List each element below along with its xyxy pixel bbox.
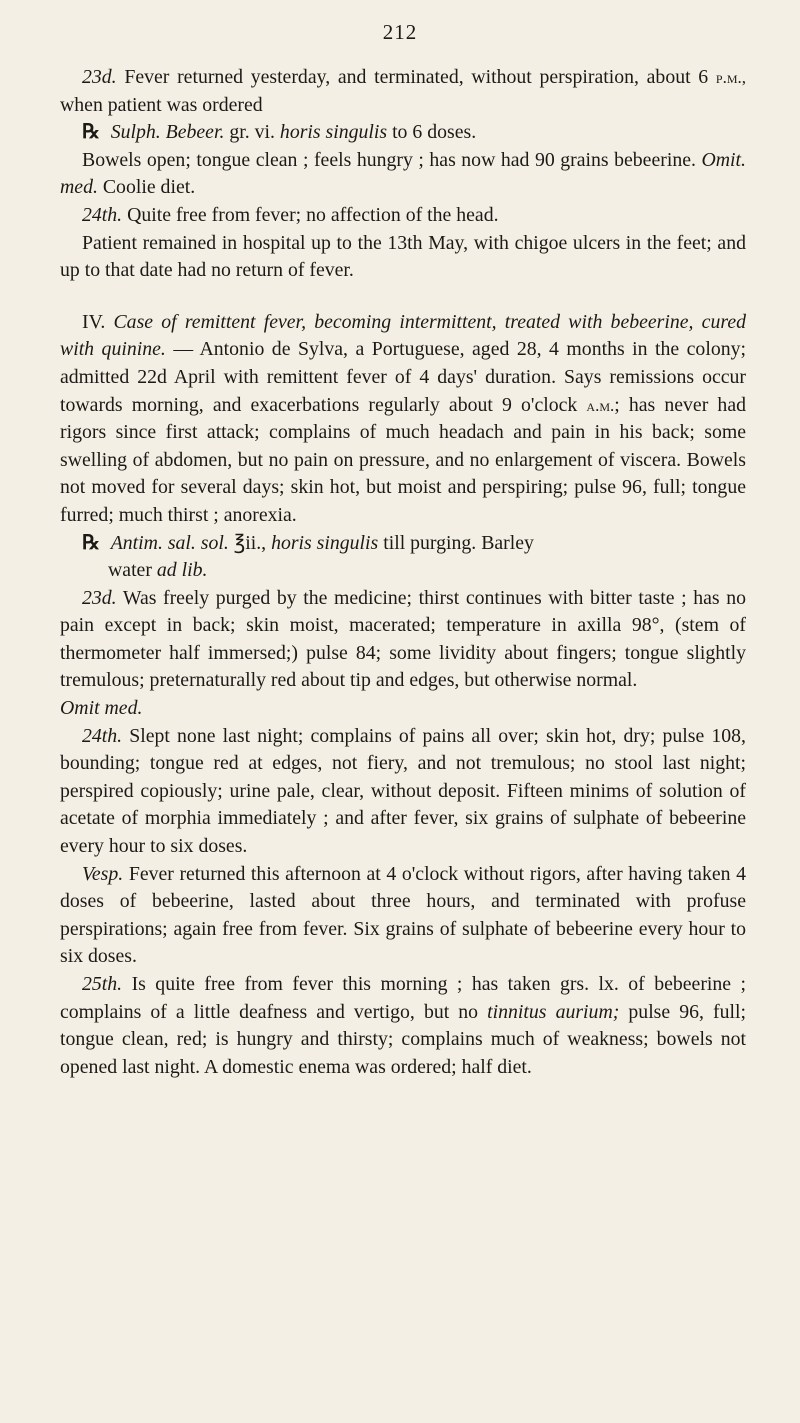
- entry-date: 24th.: [82, 724, 123, 747]
- omit-medicine: Omit. med.: [60, 148, 746, 199]
- entry-date: 25th.: [82, 973, 123, 995]
- prescription-2: [60, 530, 746, 585]
- case-title: Case of remittent fever, becoming intermittent, treated with bebeerine, cured with quinine.: [60, 310, 746, 361]
- case-number: IV.: [82, 310, 106, 333]
- case-text: ; has never had rigors since first attack; complains of much headach and pain in his back; some swelling of abdomen, but no pain on pressure, and no enlargement of viscera. Bowels not moved for several days; skin hot, but moist and perspiring; pulse 96, full; tongue furred; much thirst ; anorexia.: [60, 393, 746, 526]
- entry-date: Vesp.: [82, 862, 124, 885]
- entry-25th: [60, 971, 746, 1081]
- case-text: — Antonio de Sylva, a Portuguese, aged 28, 4 months in the colony; admitted 22d April with remittent fever of 4 days' duration. Says remissions occur towards morning, and exacerbations regularly about 9 o'clock: [60, 338, 746, 416]
- entry-text: Is quite free from fever this morning ; has taken grs. lx. of bebeerine ; complains of a little deafness and vertigo, but no: [60, 973, 747, 1023]
- page-body: [60, 64, 746, 1081]
- time-abbrev: a.m.: [586, 395, 615, 415]
- entry-23d: [60, 64, 746, 119]
- entry-vesp: [60, 861, 746, 971]
- dose-instruction: till purging. Barley: [383, 531, 534, 554]
- time-abbrev: p.m.,: [715, 68, 746, 87]
- drug-name: Sulph. Bebeer.: [110, 121, 225, 144]
- dose: ℥ii.,: [233, 531, 267, 554]
- omit-med-line: [60, 695, 746, 723]
- diet-note: Coolie diet.: [102, 176, 196, 199]
- entry-text: Fever returned yesterday, and terminated, without perspiration, about 6: [124, 66, 709, 88]
- entry-date: 23d.: [82, 66, 117, 88]
- prescription-1: [60, 119, 746, 147]
- bowels-paragraph: [60, 147, 746, 202]
- recipe-symbol-icon: ℞: [82, 121, 100, 144]
- case-iv-paragraph: [60, 309, 746, 530]
- entry-date: 24th.: [82, 203, 123, 226]
- drug-name: Antim. sal. sol.: [110, 531, 229, 554]
- entry-text: Fever returned this afternoon at 4 o'clock without rigors, after having taken 4 doses of bebeerine, lasted about three hours, and terminated with profuse perspirations; again free from fever. Six grains of sulphate of bebeerine every hour to six doses.: [60, 862, 746, 968]
- entry-text: Bowels open; tongue clean ; feels hungry ; has now had 90 grains bebeerine.: [82, 148, 696, 171]
- entry-text: when patient was ordered: [60, 93, 263, 116]
- entry-text: Was freely purged by the medicine; thirst continues with bitter taste ; has no pain except in back; skin moist, macerated; temperature in axilla 98°, (stem of thermometer half immersed;) pulse 84; some lividity about fingers; tongue slightly tremulous; preternaturally red about tip and edges, but otherwise normal.: [60, 586, 746, 692]
- patient-paragraph: [60, 230, 746, 285]
- ad-lib: ad lib.: [156, 559, 208, 582]
- dose-frequency: horis singulis: [271, 531, 379, 554]
- omit-medicine: Omit med.: [60, 697, 143, 720]
- dose-frequency: horis singulis: [279, 121, 388, 144]
- prescription-continuation: water ad lib.: [108, 559, 208, 582]
- recipe-symbol-icon: ℞: [82, 531, 100, 554]
- entry-text: pulse 96, full; tongue clean, red; is hungry and thirsty; complains much of weakness; bowels not opened last night. A domestic enema was ordered; half diet.: [60, 1000, 746, 1078]
- entry-24th: [60, 202, 746, 230]
- page-number: 212: [382, 20, 418, 44]
- dose-count: to 6 doses.: [392, 121, 477, 144]
- entry-23d-case: [60, 585, 746, 695]
- tinnitus-term: tinnitus aurium;: [487, 1000, 620, 1023]
- entry-24th-case: [60, 723, 746, 861]
- entry-text: Slept none last night; complains of pains all over; skin hot, dry; pulse 108, bounding; tongue red at edges, not fiery, and not tremulous; no stool last night; perspired copiously; urine pale, clear, without deposit. Fifteen minims of solution of acetate of morphia immediately ; and after fever, six grains of sulphate of bebeerine every hour to six doses.: [60, 724, 746, 858]
- entry-date: 23d.: [82, 586, 117, 609]
- entry-text: Patient remained in hospital up to the 13th May, with chigoe ulcers in the feet; and up to that date had no return of fever.: [60, 231, 746, 282]
- entry-text: Quite free from fever; no affection of the head.: [127, 203, 499, 226]
- dose: gr. vi.: [229, 121, 275, 144]
